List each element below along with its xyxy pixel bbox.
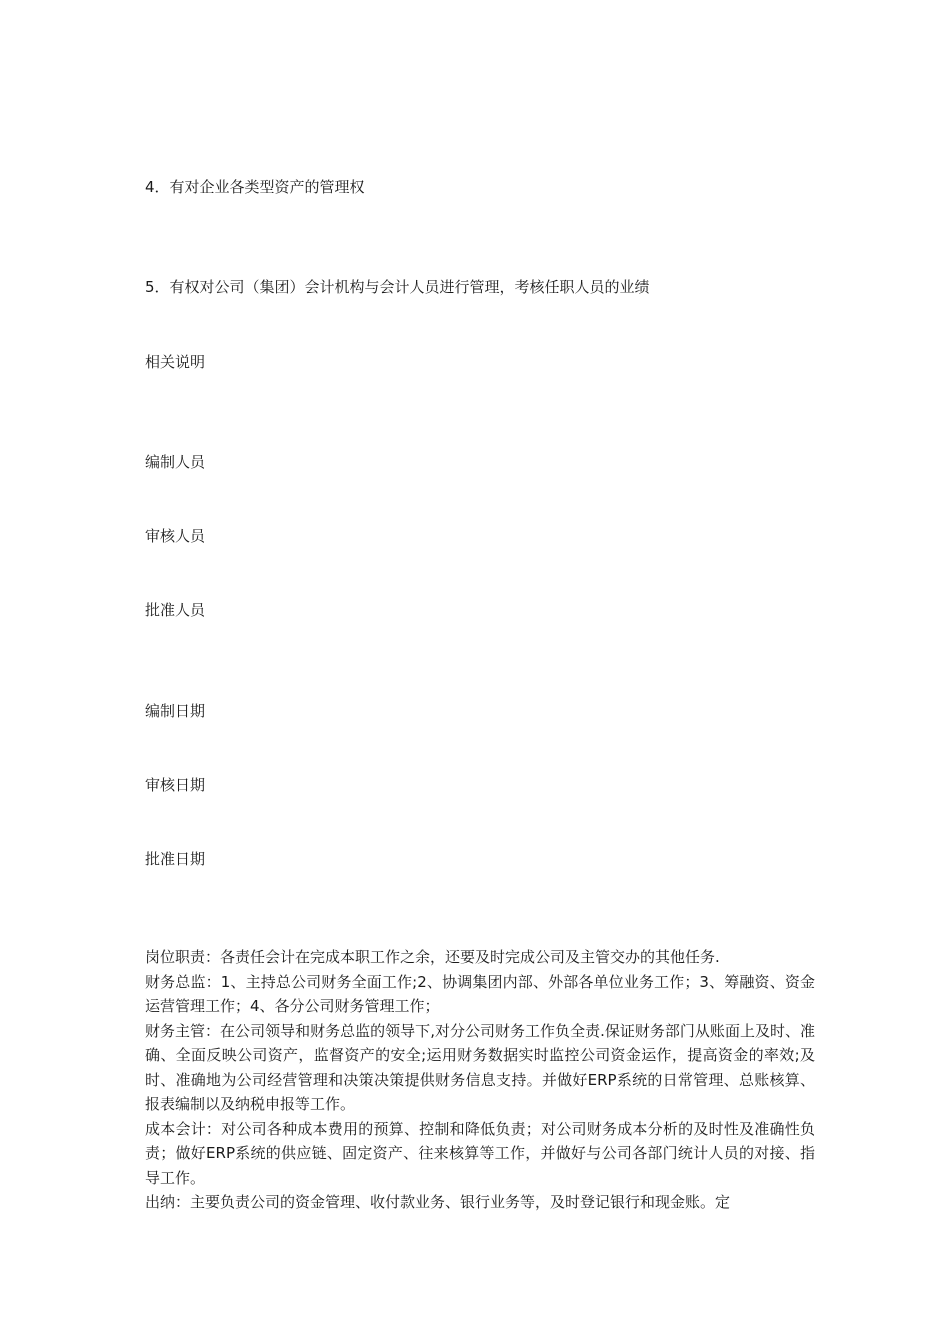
authority-item-4: 4．有对企业各类型资产的管理权 (145, 178, 365, 196)
notes-heading: 相关说明 (145, 353, 206, 371)
duty-cashier: 出纳：主要负责公司的资金管理、收付款业务、银行业务等，及时登记银行和现金账。定 (145, 1193, 731, 1211)
duty-finance-director: 财务总监：1、主持总公司财务全面工作;2、协调集团内部、外部各单位业务工作；3、筹融资、资金运营管理工作；4、各分公司财务管理工作； (145, 972, 815, 1015)
prepared-date-label: 编制日期 (145, 702, 206, 720)
reviewed-by-label: 审核人员 (145, 527, 206, 545)
approved-date-label: 批准日期 (145, 850, 206, 868)
reviewed-date-label: 审核日期 (145, 776, 206, 794)
duty-general: 岗位职责：各责任会计在完成本职工作之余，还要及时完成公司及主管交办的其他任务. (145, 948, 720, 966)
duty-cost-accountant: 成本会计：对公司各种成本费用的预算、控制和降低负责；对公司财务成本分析的及时性及准确性负责；做好ERP系统的供应链、固定资产、往来核算等工作，并做好与公司各部门统计人员的对接、指导工作。 (145, 1119, 815, 1187)
duty-finance-supervisor: 财务主管：在公司领导和财务总监的领导下,对分公司财务工作负全责.保证财务部门从账面上及时、准确、全面反映公司资产，监督资产的安全;运用财务数据实时监控公司资金运作，提高资金的率效;及时、准确地为公司经营管理和决策决策提供财务信息支持。并做好ERP系统的日常管理、总账核算、报表编制以及纳税申报等工作。 (145, 1021, 815, 1113)
job-duties-section (145, 945, 815, 1215)
prepared-by-label: 编制人员 (145, 453, 206, 471)
approved-by-label: 批准人员 (145, 601, 206, 619)
authority-item-5: 5．有权对公司（集团）会计机构与会计人员进行管理，考核任职人员的业绩 (145, 278, 650, 296)
